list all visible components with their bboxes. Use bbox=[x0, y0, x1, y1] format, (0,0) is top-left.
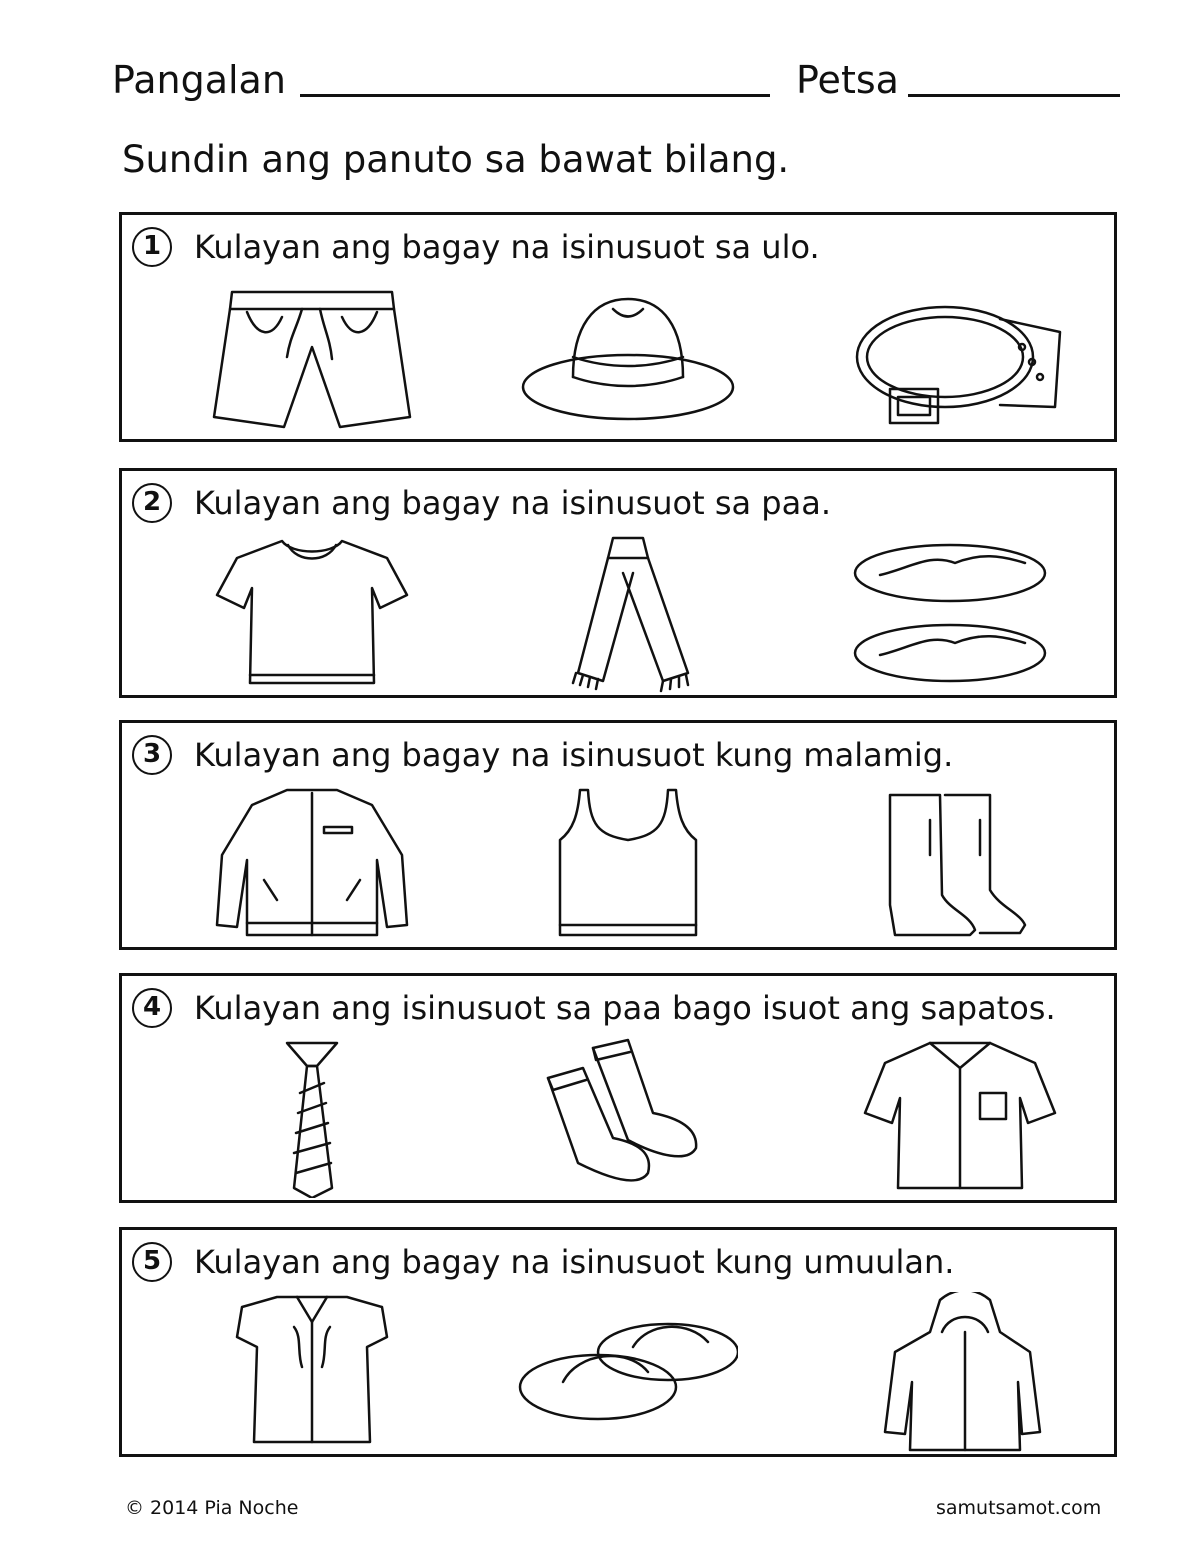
item-instruction: Kulayan ang isinusuot sa paa bago isuot ang sapatos. bbox=[194, 989, 1056, 1027]
item-instruction: Kulayan ang bagay na isinusuot kung umuulan. bbox=[194, 1243, 955, 1281]
item-box-2 bbox=[119, 468, 1117, 698]
scarf-picture[interactable] bbox=[518, 533, 738, 693]
date-line bbox=[908, 94, 1120, 97]
website-text: samutsamot.com bbox=[936, 1497, 1102, 1519]
rain-boots-picture[interactable] bbox=[850, 785, 1070, 945]
item-box-1 bbox=[119, 212, 1117, 442]
item-number: 5 bbox=[132, 1242, 172, 1282]
hat-picture[interactable] bbox=[518, 277, 738, 437]
flip-flops-picture[interactable] bbox=[850, 533, 1070, 693]
item-number: 2 bbox=[132, 483, 172, 523]
item-instruction: Kulayan ang bagay na isinusuot sa paa. bbox=[194, 484, 831, 522]
date-label: Petsa bbox=[796, 58, 899, 102]
necktie-picture[interactable] bbox=[202, 1038, 422, 1198]
tank-top-picture[interactable] bbox=[518, 785, 738, 945]
item-number: 3 bbox=[132, 735, 172, 775]
item-instruction: Kulayan ang bagay na isinusuot kung malamig. bbox=[194, 736, 954, 774]
copyright-text: © 2014 Pia Noche bbox=[125, 1497, 299, 1519]
jacket-picture[interactable] bbox=[202, 785, 422, 945]
item-number: 4 bbox=[132, 988, 172, 1028]
item-box-5 bbox=[119, 1227, 1117, 1457]
belt-picture[interactable] bbox=[850, 277, 1070, 437]
slippers-picture[interactable] bbox=[518, 1292, 738, 1452]
item-box-3 bbox=[119, 720, 1117, 950]
page-title: Sundin ang panuto sa bawat bilang. bbox=[122, 138, 790, 181]
blouse-picture[interactable] bbox=[202, 1292, 422, 1452]
t-shirt-picture[interactable] bbox=[202, 533, 422, 693]
shorts-picture[interactable] bbox=[202, 277, 422, 437]
button-shirt-picture[interactable] bbox=[850, 1038, 1070, 1198]
item-box-4 bbox=[119, 973, 1117, 1203]
name-line bbox=[300, 94, 770, 97]
item-instruction: Kulayan ang bagay na isinusuot sa ulo. bbox=[194, 228, 820, 266]
item-number: 1 bbox=[132, 227, 172, 267]
name-label: Pangalan bbox=[112, 58, 286, 102]
raincoat-picture[interactable] bbox=[850, 1292, 1070, 1452]
socks-picture[interactable] bbox=[518, 1038, 738, 1198]
